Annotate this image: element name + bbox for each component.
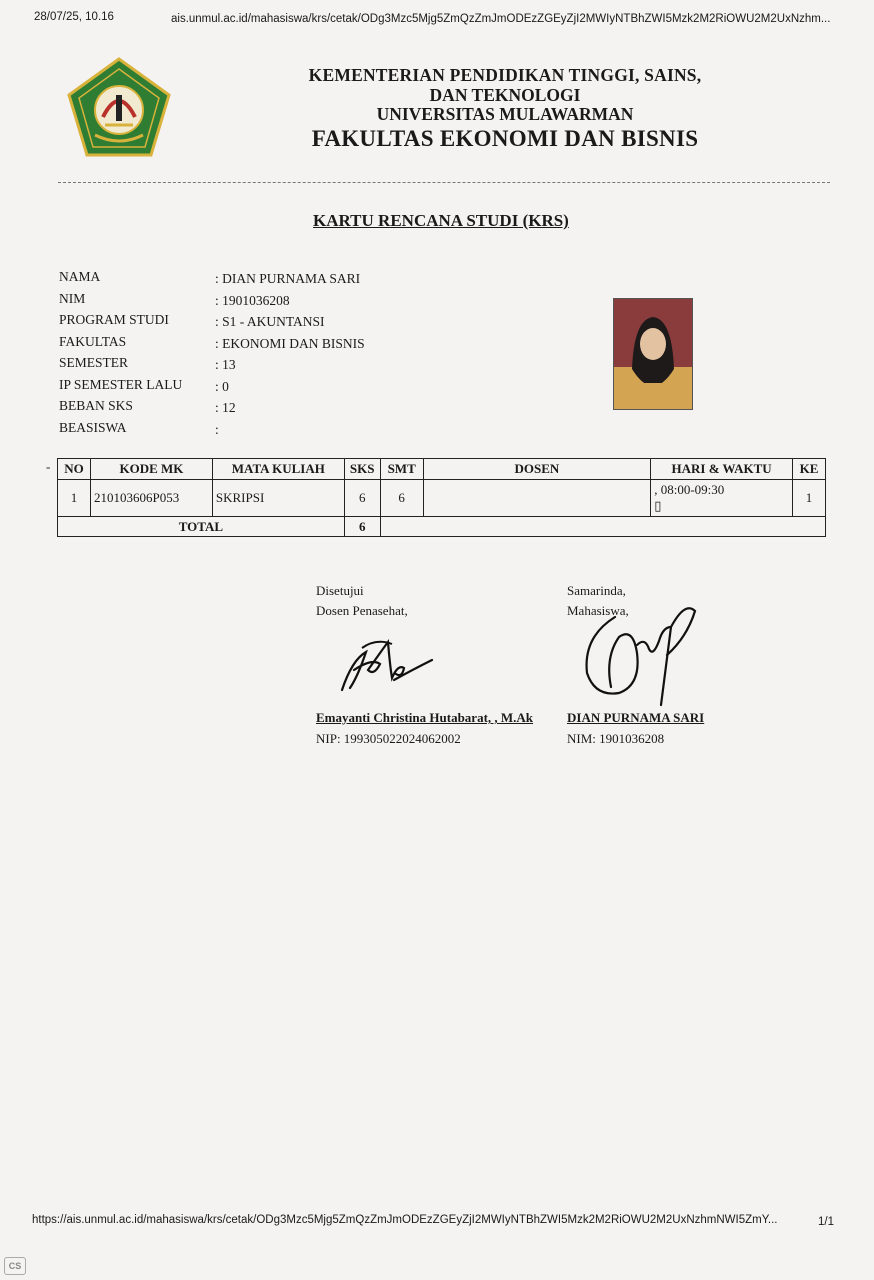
table-marker: - [46,459,51,474]
student-sign-line1: Samarinda, [567,583,626,598]
identity-value: : 0 [215,378,229,394]
cell-hari-waktu-time: , 08:00-09:30 [654,482,725,497]
advisor-approval-line1: Disetujui [316,583,364,598]
identity-label: FAKULTAS [59,333,127,349]
letterhead-ministry-cont: DAN TEKNOLOGI [429,84,581,105]
total-empty [380,517,825,537]
student-signature-icon [575,597,705,714]
header-sks: SKS [344,459,380,480]
identity-value: : S1 - AKUNTANSI [215,314,325,329]
student-sign-line2: Mahasiswa, [567,603,629,618]
identity-row [59,266,361,288]
cell-kode-mk: 210103606P053 [90,480,212,517]
header-smt: SMT [380,459,423,480]
identity-label: NIM [59,290,86,306]
table-row [58,480,826,517]
header-kode-mk: KODE MK [90,459,212,480]
identity-label: SEMESTER [59,355,129,370]
student-nim-signature: NIM: 1901036208 [567,731,665,746]
unmul-logo-icon [65,55,173,163]
identity-row [59,395,236,417]
scanner-watermark [4,1257,26,1275]
cell-sks: 6 [344,480,380,517]
header-dosen: DOSEN [423,459,651,480]
identity-label: PROGRAM STUDI [59,312,169,327]
advisor-approval-line2: Dosen Penasehat, [316,603,408,618]
cell-ke: 1 [792,480,825,517]
identity-label: IP SEMESTER LALU [59,376,183,392]
camscanner-badge-icon: CS [4,1257,26,1275]
cell-dosen [423,480,651,517]
table-header-row [58,459,826,480]
identity-label: BEASISWA [59,419,127,435]
header-ke: KE [792,459,825,480]
page-number: 1/1 [818,1216,834,1228]
cell-mata-kuliah: SKRIPSI [212,480,344,517]
identity-label: NAMA [59,269,101,284]
print-url-footer: https://ais.unmul.ac.id/mahasiswa/krs/cetak/ODg3Mzc5Mjg5ZmQzZmJmODEzZGEyZjI2MWIyNTBhZWI5Mzk2M2RiOWU2M2UxNzhmNWI5ZmY... [32,1214,778,1226]
header-no: NO [58,459,91,480]
identity-value: : EKONOMI DAN BISNIS [215,335,365,351]
advisor-nip: NIP: 199305022024062002 [316,731,461,746]
header-mata-kuliah: MATA KULIAH [212,459,344,480]
identity-value: : 1901036208 [215,292,290,308]
identity-value: : 13 [215,357,236,372]
identity-row [59,331,365,353]
advisor-name: Emayanti Christina Hutabarat, , M.Ak [316,710,534,725]
identity-row [59,374,229,396]
total-sks: 6 [344,517,380,537]
letterhead [295,66,715,152]
cell-hari-waktu-glyph: ▯ [654,498,662,513]
letterhead-university: UNIVERSITAS MULAWARMAN [376,104,634,125]
table-total-row [58,517,826,537]
identity-value: : DIAN PURNAMA SARI [215,271,361,286]
print-url-header: ais.unmul.ac.id/mahasiswa/krs/cetak/ODg3Mzc5Mjg5ZmQzZmJmODEzZGEyZjI2MWIyNTBhZWI5Mzk2M2RiOWU2M2UxNzhm... [171,13,831,25]
cell-hari-waktu [651,480,793,517]
letterhead-ministry: KEMENTERIAN PENDIDIKAN TINGGI, SAINS, [308,65,702,85]
letterhead-divider [58,182,830,183]
document-title: KARTU RENCANA STUDI (KRS) [313,211,569,230]
identity-label: BEBAN SKS [59,398,133,413]
advisor-signature-icon [332,630,436,701]
cell-no: 1 [58,480,91,517]
student-photo [613,298,693,410]
identity-row [59,309,325,331]
student-identity [59,266,365,438]
identity-row [59,417,219,439]
student-name-signature: DIAN PURNAMA SARI [567,710,705,725]
cell-smt: 6 [380,480,423,517]
identity-row [59,288,290,310]
print-datetime: 28/07/25, 10.16 [34,11,114,23]
identity-row [59,352,236,374]
header-hari-waktu: HARI & WAKTU [651,459,793,480]
letterhead-faculty: FAKULTAS EKONOMI DAN BISNIS [311,125,699,151]
identity-value: : [215,421,219,437]
identity-value: : 12 [215,400,236,415]
krs-table [57,458,826,537]
advisor-approval [316,581,408,621]
total-label: TOTAL [58,517,345,537]
